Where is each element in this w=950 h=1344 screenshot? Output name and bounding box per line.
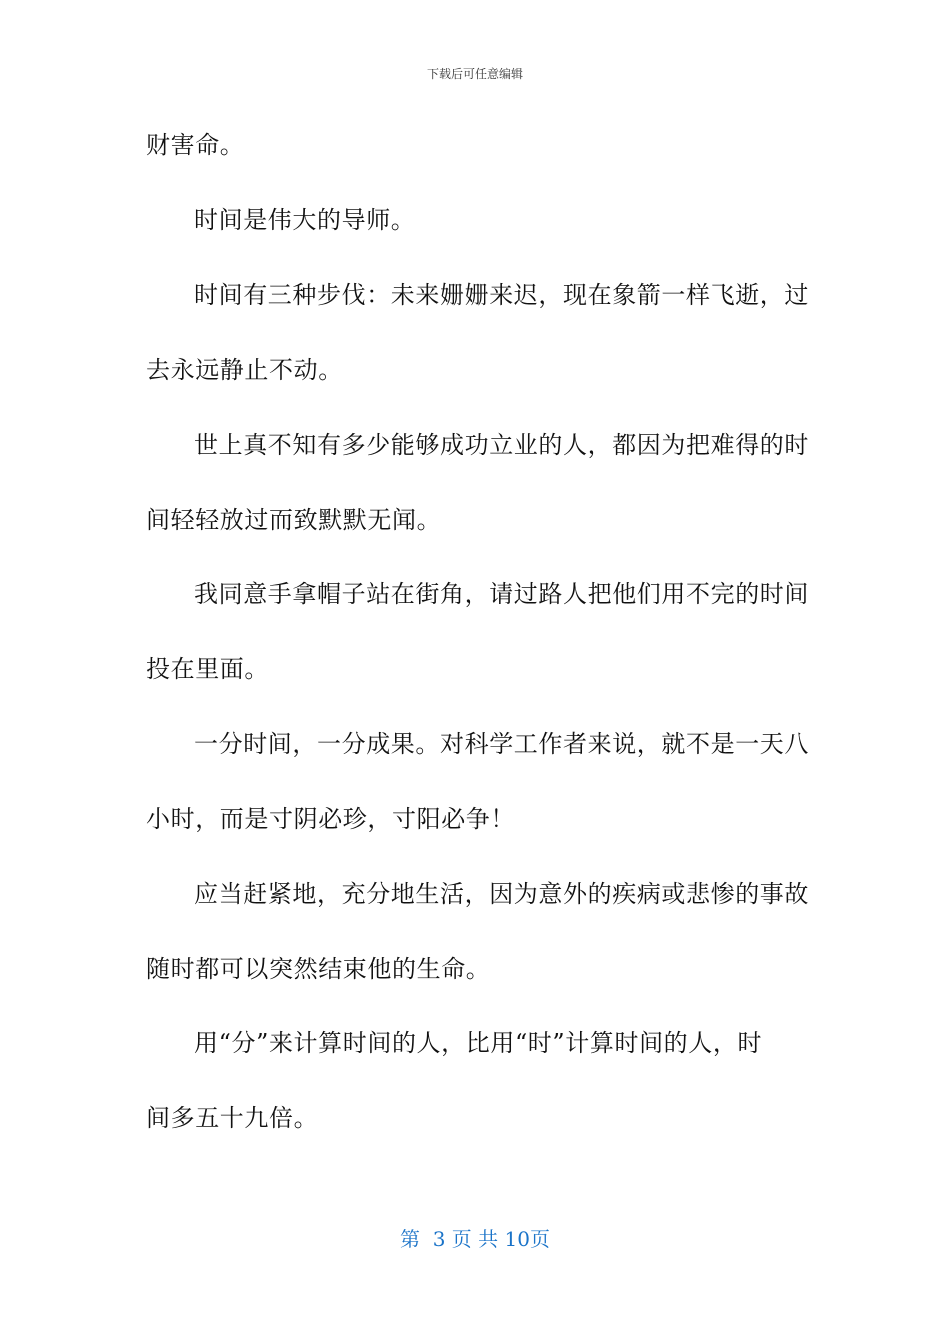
text-line: 间多五十九倍。 — [146, 1104, 319, 1132]
page-header: 下载后可任意编辑 — [426, 67, 523, 81]
text-line: 一分时间，一分成果。对科学工作者来说，就不是一天八 — [194, 730, 809, 758]
text-line: 随时都可以突然结束他的生命。 — [146, 955, 491, 983]
text-line: 小时，而是寸阴必珍，寸阳必争！ — [146, 805, 515, 833]
text-line: 应当赶紧地，充分地生活，因为意外的疾病或悲惨的事故 — [194, 880, 809, 908]
text-line: 财害命。 — [146, 131, 245, 159]
text-line: 时间是伟大的导师。 — [194, 206, 416, 234]
text-line: 投在里面。 — [146, 655, 269, 683]
text-line: 间轻轻放过而致默默无闻。 — [146, 506, 442, 534]
text-line: 去永远静止不动。 — [146, 356, 343, 384]
text-line: 我同意手拿帽子站在街角，请过路人把他们用不完的时间 — [194, 580, 809, 608]
text-line: 用“分”来计算时间的人，比用“时”计算时间的人，时 — [194, 1029, 763, 1057]
page-number-footer: 第 3 页 共 10页 — [400, 1227, 550, 1251]
text-line: 时间有三种步伐：未来姗姗来迟，现在象箭一样飞逝，过 — [194, 281, 809, 309]
text-line: 世上真不知有多少能够成功立业的人，都因为把难得的时 — [194, 431, 809, 459]
